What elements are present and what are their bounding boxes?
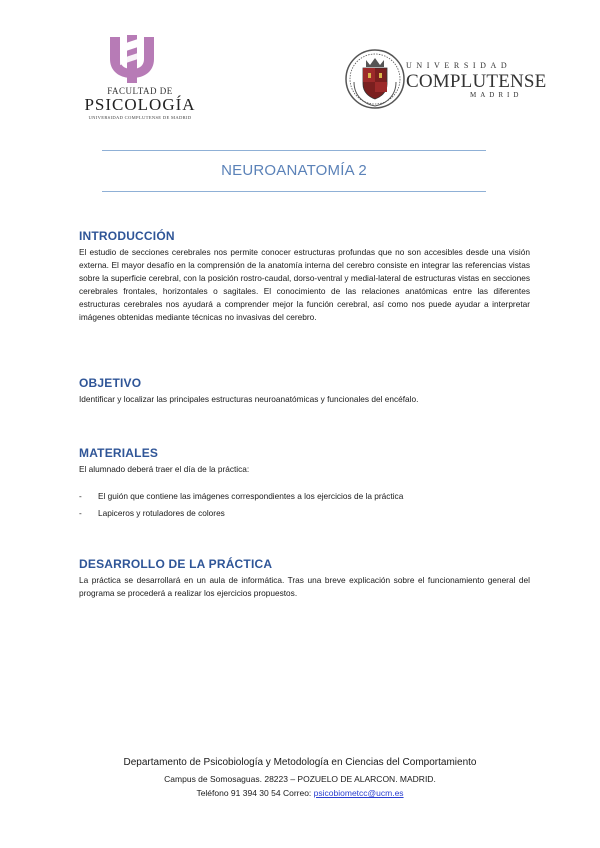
footer-address: Campus de Somosaguas. 28223 – POZUELO DE ALARCON. MADRID.: [164, 774, 436, 784]
footer-department: Departamento de Psicobiología y Metodología en Ciencias del Comportamiento: [123, 757, 477, 768]
footer-phone: Teléfono 91 394 30 54: [196, 788, 281, 798]
materials-list: [79, 488, 530, 522]
title-divider-bottom: [102, 191, 486, 192]
section-materials: [79, 446, 530, 522]
list-item: [79, 505, 530, 522]
faculty-logo: [70, 35, 210, 125]
list-item: [79, 488, 530, 505]
objective-text: Identificar y localizar las principales estructuras neuroanatómicas y funcionales del encéfalo.: [79, 394, 419, 404]
list-item-text: Lapiceros y rotuladores de colores: [98, 508, 225, 519]
section-development: [79, 557, 530, 600]
university-logo-name: COMPLUTENSE: [406, 71, 547, 92]
footer-email-link[interactable]: psicobiometcc@ucm.es: [313, 788, 404, 798]
footer-contact: [0, 788, 600, 798]
faculty-logo-name: PSICOLOGÍA: [84, 95, 196, 114]
university-logo-line1: UNIVERSIDAD: [406, 61, 512, 70]
introduction-heading: INTRODUCCIÓN: [79, 229, 175, 243]
introduction-text: El estudio de secciones cerebrales nos permite conocer estructuras profundas que no son accesibles desde una visión externa. El mayor desafío en la comprensión de la anatomía interna del cerebro consiste en integrar las referencias vistas sobre la superficie cerebral, con la posición rostro-caudal, dorso-ventral y medial-lateral de estructuras vistas en secciones cerebrales frontales, horizontales o sagitales. El conocimiento de las relaciones anatómicas entre las diferentes estructuras cerebrales nos ayudará a comprender mejor la función cerebral, así como nos puede ayudar a interpretar imágenes obtenidas mediante técnicas no invasivas del cerebro.: [79, 247, 530, 323]
bullet-marker: -: [79, 491, 82, 502]
faculty-logo-line1: FACULTAD DE: [107, 86, 173, 96]
footer-email-label: Correo:: [282, 788, 312, 798]
development-text: La práctica se desarrollará en un aula de informática. Tras una breve explicación sobre el funcionamiento general del programa se procederá a realizar los ejercicios propuestos.: [79, 575, 530, 599]
faculty-logo-university: UNIVERSIDAD COMPLUTENSE DE MADRID: [88, 115, 192, 120]
psi-logo-icon: [108, 35, 156, 83]
document-title: NEUROANATOMÍA 2: [221, 162, 367, 179]
objective-heading: OBJETIVO: [79, 376, 142, 390]
list-item-text: El guión que contiene las imágenes correspondientes a los ejercicios de la práctica: [98, 491, 404, 502]
university-logo: [344, 44, 547, 114]
title-divider-top: [102, 150, 486, 151]
development-heading: DESARROLLO DE LA PRÁCTICA: [79, 557, 273, 571]
university-seal-icon: [344, 44, 406, 114]
materials-heading: MATERIALES: [79, 446, 159, 460]
university-logo-city: MADRID: [470, 91, 523, 99]
section-objective: [79, 376, 530, 406]
bullet-marker: -: [79, 508, 82, 519]
section-introduction: [79, 229, 530, 325]
materials-intro: El alumnado deberá traer el día de la práctica:: [79, 464, 250, 474]
